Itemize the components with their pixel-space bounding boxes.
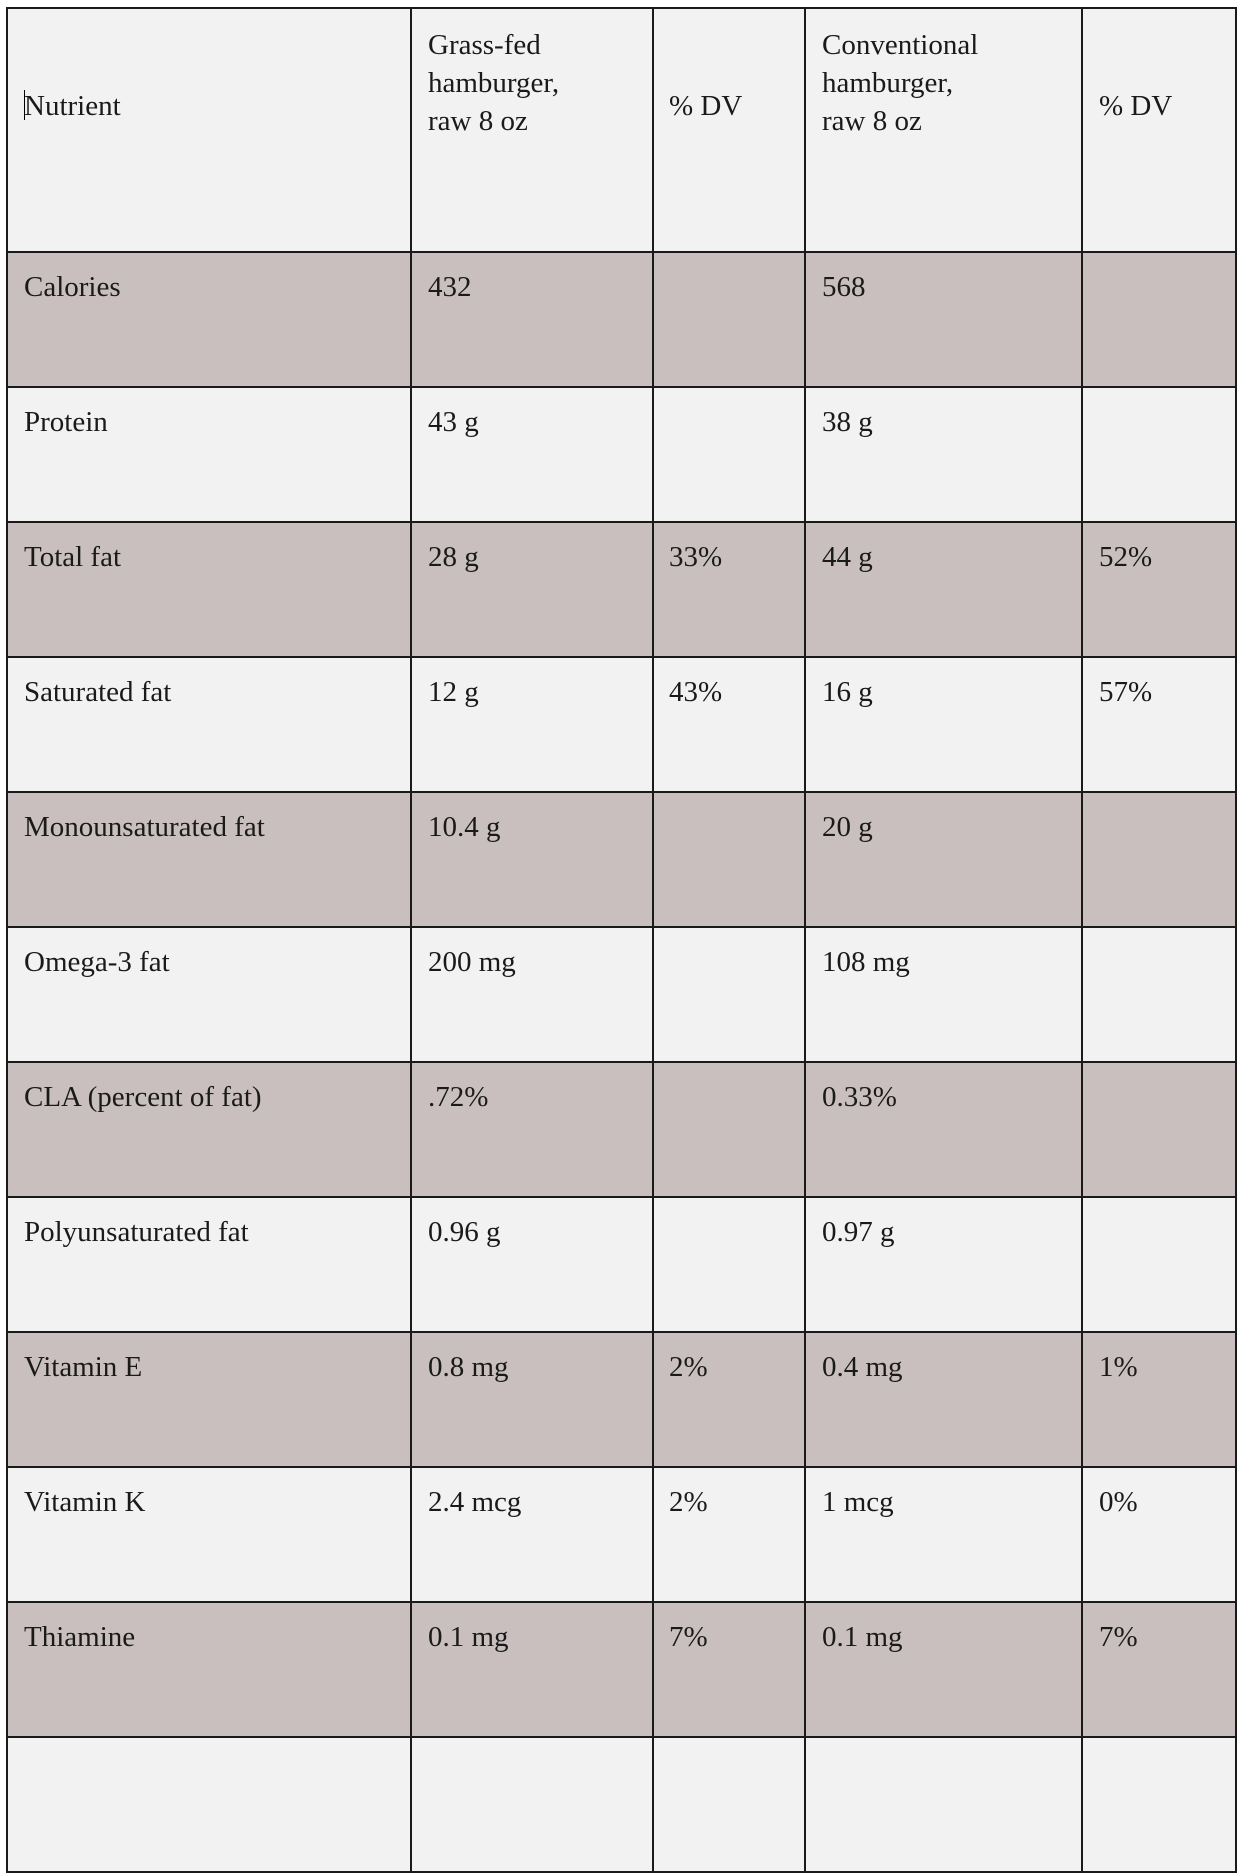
- table-cell-grass-fed-dv[interactable]: [653, 1197, 805, 1332]
- cell-text: 7%: [1099, 1621, 1138, 1653]
- table-cell-grass-fed-dv[interactable]: [653, 522, 805, 657]
- table-row: [7, 1602, 1236, 1737]
- cell-text: Thiamine: [24, 1621, 136, 1653]
- table-row: [7, 1332, 1236, 1467]
- cell-text: Total fat: [24, 541, 122, 573]
- table-cell-nutrient[interactable]: [7, 1062, 411, 1197]
- table-cell-conventional-value[interactable]: [805, 522, 1082, 657]
- table-cell-conventional-dv[interactable]: [1082, 1062, 1236, 1197]
- cell-text: 0.4 mg: [822, 1351, 903, 1383]
- header-grass-fed-line-3: raw 8 oz: [428, 105, 528, 137]
- header-dv-label: % DV: [669, 90, 743, 122]
- cell-text: 52%: [1099, 541, 1153, 573]
- cell-text: 0.33%: [822, 1081, 897, 1113]
- cell-text: .72%: [428, 1081, 489, 1113]
- cell-text: 38 g: [822, 406, 873, 438]
- table-cell-nutrient[interactable]: [7, 1197, 411, 1332]
- table-cell-conventional-value[interactable]: [805, 1197, 1082, 1332]
- cell-text: 432: [428, 271, 472, 303]
- table-cell-conventional-dv[interactable]: [1082, 927, 1236, 1062]
- cell-text: 1%: [1099, 1351, 1138, 1383]
- table-row: [7, 927, 1236, 1062]
- cell-text: 7%: [669, 1621, 708, 1653]
- table-cell-conventional-value[interactable]: [805, 252, 1082, 387]
- header-cell-conventional[interactable]: [805, 8, 1082, 252]
- table-cell-conventional-dv[interactable]: [1082, 1332, 1236, 1467]
- table-cell-nutrient[interactable]: [7, 1602, 411, 1737]
- table-cell-nutrient[interactable]: [7, 1737, 411, 1872]
- table-cell-conventional-value[interactable]: [805, 1062, 1082, 1197]
- header-conventional-line-1: Conventional: [822, 29, 979, 61]
- table-cell-conventional-dv[interactable]: [1082, 1602, 1236, 1737]
- table-cell-conventional-value[interactable]: [805, 387, 1082, 522]
- table-row: [7, 1467, 1236, 1602]
- header-cell-dv-grass-fed[interactable]: [653, 8, 805, 252]
- cell-text: Vitamin K: [24, 1486, 146, 1518]
- table-cell-grass-fed-dv[interactable]: [653, 657, 805, 792]
- table-row: [7, 1062, 1236, 1197]
- header-grass-fed-line-1: Grass-fed: [428, 29, 541, 61]
- cell-text: 43%: [669, 676, 723, 708]
- cell-text: 0.97 g: [822, 1216, 895, 1248]
- table-cell-nutrient[interactable]: [7, 522, 411, 657]
- table-row: [7, 657, 1236, 792]
- table-cell-grass-fed-value[interactable]: [411, 792, 653, 927]
- cell-text: 2.4 mcg: [428, 1486, 522, 1518]
- table-cell-conventional-dv[interactable]: [1082, 252, 1236, 387]
- table-cell-conventional-dv[interactable]: [1082, 657, 1236, 792]
- table-cell-grass-fed-value[interactable]: [411, 657, 653, 792]
- table-cell-grass-fed-dv[interactable]: [653, 1332, 805, 1467]
- table-cell-grass-fed-value[interactable]: [411, 252, 653, 387]
- cell-text: 20 g: [822, 811, 873, 843]
- cell-text: 0.1 mg: [428, 1621, 509, 1653]
- header-conventional-line-2: hamburger,: [822, 67, 954, 99]
- table-row: [7, 522, 1236, 657]
- cell-text: 43 g: [428, 406, 479, 438]
- nutrition-comparison-table: [6, 7, 1237, 1873]
- cell-text: 44 g: [822, 541, 873, 573]
- table-cell-conventional-dv[interactable]: [1082, 387, 1236, 522]
- header-cell-grass-fed[interactable]: [411, 8, 653, 252]
- table-cell-grass-fed-dv[interactable]: [653, 792, 805, 927]
- cell-text: 108 mg: [822, 946, 910, 978]
- table-cell-grass-fed-dv[interactable]: [653, 1602, 805, 1737]
- table-cell-nutrient[interactable]: [7, 927, 411, 1062]
- header-dv-label: % DV: [1099, 90, 1173, 122]
- cell-text: 57%: [1099, 676, 1153, 708]
- table-cell-conventional-value[interactable]: [805, 657, 1082, 792]
- table-cell-conventional-dv[interactable]: [1082, 1467, 1236, 1602]
- table-cell-grass-fed-dv[interactable]: [653, 1737, 805, 1872]
- cell-text: Monounsaturated fat: [24, 811, 265, 843]
- table-cell-grass-fed-dv[interactable]: [653, 252, 805, 387]
- cell-text: Omega-3 fat: [24, 946, 170, 978]
- table-cell-nutrient[interactable]: [7, 1467, 411, 1602]
- table-row: [7, 1737, 1236, 1872]
- table-cell-grass-fed-dv[interactable]: [653, 927, 805, 1062]
- header-cell-dv-conventional[interactable]: [1082, 8, 1236, 252]
- table-cell-grass-fed-dv[interactable]: [653, 387, 805, 522]
- table-row: [7, 387, 1236, 522]
- cell-text: 0%: [1099, 1486, 1138, 1518]
- cell-text: 16 g: [822, 676, 873, 708]
- table-cell-grass-fed-value[interactable]: [411, 1197, 653, 1332]
- cell-text: 10.4 g: [428, 811, 501, 843]
- table-cell-nutrient[interactable]: [7, 1332, 411, 1467]
- cell-text: Vitamin E: [24, 1351, 143, 1383]
- table-cell-grass-fed-value[interactable]: [411, 387, 653, 522]
- cell-text: 1 mcg: [822, 1486, 894, 1518]
- table-cell-grass-fed-dv[interactable]: [653, 1467, 805, 1602]
- table-cell-conventional-value[interactable]: [805, 1467, 1082, 1602]
- cell-text: 0.8 mg: [428, 1351, 509, 1383]
- table-cell-grass-fed-value[interactable]: [411, 1332, 653, 1467]
- table-cell-conventional-dv[interactable]: [1082, 792, 1236, 927]
- table-cell-nutrient[interactable]: [7, 252, 411, 387]
- table-cell-grass-fed-value[interactable]: [411, 1737, 653, 1872]
- header-conventional-line-3: raw 8 oz: [822, 105, 922, 137]
- table-cell-conventional-value[interactable]: [805, 1332, 1082, 1467]
- cell-text: Protein: [24, 406, 108, 438]
- header-cell-nutrient[interactable]: [7, 8, 411, 252]
- cell-text: Saturated fat: [24, 676, 172, 708]
- table-cell-nutrient[interactable]: [7, 387, 411, 522]
- cell-text: 2%: [669, 1351, 708, 1383]
- table-cell-conventional-value[interactable]: [805, 792, 1082, 927]
- table-cell-grass-fed-value[interactable]: [411, 522, 653, 657]
- cell-text: CLA (percent of fat): [24, 1081, 262, 1113]
- table-cell-nutrient[interactable]: [7, 657, 411, 792]
- table-cell-nutrient[interactable]: [7, 792, 411, 927]
- table-cell-conventional-dv[interactable]: [1082, 1737, 1236, 1872]
- table-cell-conventional-value[interactable]: [805, 1602, 1082, 1737]
- cell-text: Polyunsaturated fat: [24, 1216, 249, 1248]
- cell-text: 568: [822, 271, 866, 303]
- table-cell-grass-fed-value[interactable]: [411, 1062, 653, 1197]
- table-row: [7, 792, 1236, 927]
- table-cell-conventional-dv[interactable]: [1082, 1197, 1236, 1332]
- table-cell-grass-fed-value[interactable]: [411, 927, 653, 1062]
- cell-text: Calories: [24, 271, 121, 303]
- table-header-row: [7, 8, 1236, 252]
- table-row: [7, 1197, 1236, 1332]
- cell-text: 0.1 mg: [822, 1621, 903, 1653]
- table-row: [7, 252, 1236, 387]
- cell-text: 200 mg: [428, 946, 516, 978]
- cell-text: 0.96 g: [428, 1216, 501, 1248]
- header-nutrient-label: Nutrient: [24, 90, 121, 122]
- table-cell-conventional-value[interactable]: [805, 1737, 1082, 1872]
- cell-text: 2%: [669, 1486, 708, 1518]
- table-cell-conventional-dv[interactable]: [1082, 522, 1236, 657]
- cell-text: 12 g: [428, 676, 479, 708]
- table-cell-grass-fed-value[interactable]: [411, 1602, 653, 1737]
- table-cell-grass-fed-value[interactable]: [411, 1467, 653, 1602]
- header-grass-fed-line-2: hamburger,: [428, 67, 560, 99]
- cell-text: 33%: [669, 541, 723, 573]
- table-cell-conventional-value[interactable]: [805, 927, 1082, 1062]
- table-cell-grass-fed-dv[interactable]: [653, 1062, 805, 1197]
- cell-text: 28 g: [428, 541, 479, 573]
